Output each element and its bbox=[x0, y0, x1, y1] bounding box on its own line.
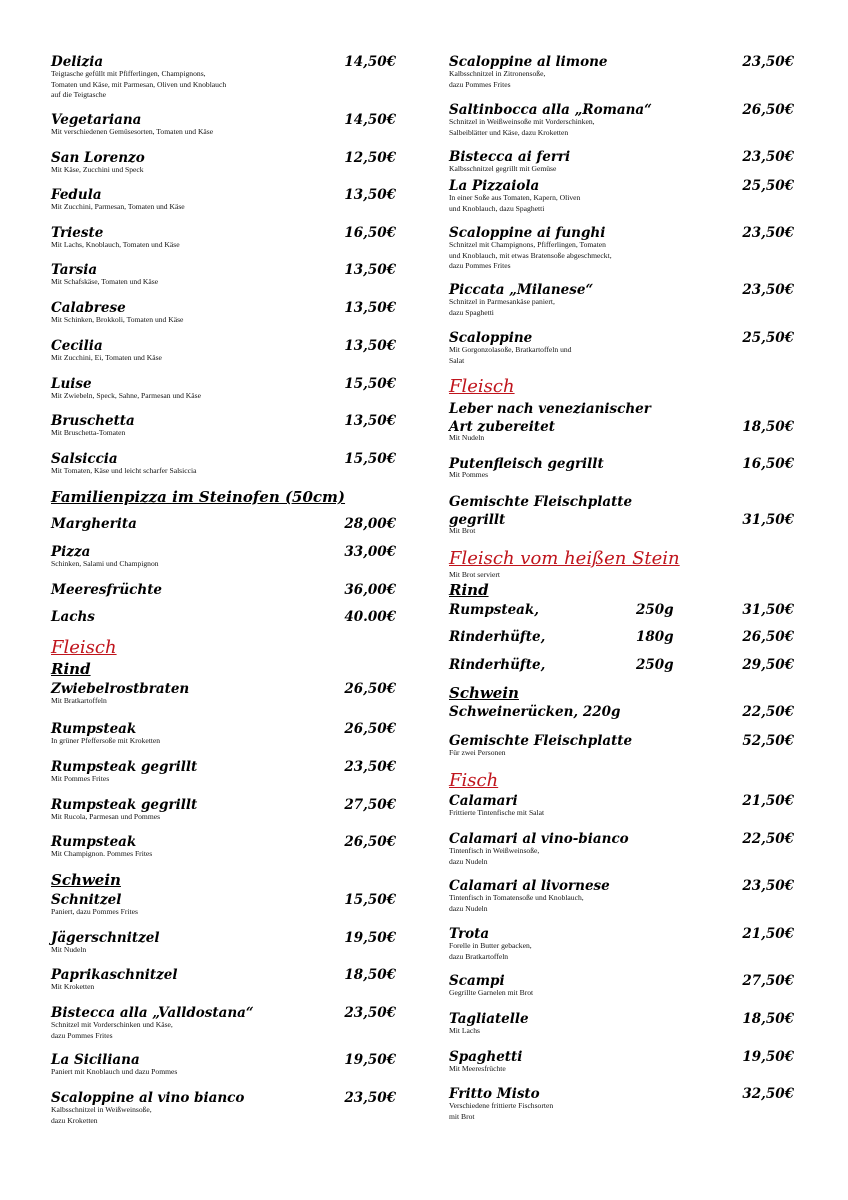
dish-price: 26,50€ bbox=[344, 834, 396, 850]
dish-price: 32,50€ bbox=[742, 1086, 794, 1102]
dish-name: Margherita bbox=[51, 516, 137, 532]
dish-name: Bistecca alla „Valldostana“ bbox=[51, 1005, 254, 1021]
dish-name: Gemischte Fleischplatte bbox=[449, 733, 633, 749]
dish-description: Tintenfisch in Weißweinsoße, bbox=[449, 846, 540, 855]
dish-price: 23,50€ bbox=[344, 1090, 396, 1106]
dish-price: 18,50€ bbox=[344, 967, 396, 983]
dish-name: Rumpsteak gegrillt bbox=[51, 797, 198, 813]
fisch-heading: Fisch bbox=[449, 770, 499, 791]
dish-description: mit Brot bbox=[449, 1111, 475, 1121]
dish-price: 13,50€ bbox=[344, 338, 396, 354]
dish-price: 18,50€ bbox=[742, 419, 794, 435]
dish-description: Schnitzel in Parmesankäse paniert, bbox=[449, 297, 555, 306]
dish-price: 52,50€ bbox=[742, 733, 794, 749]
dish-name: Calamari al vino-bianco bbox=[449, 831, 629, 847]
dish-price: 15,50€ bbox=[344, 451, 396, 467]
dish-name: Schweinerücken, 220g bbox=[449, 704, 621, 720]
dish-name: Gemischte Fleischplatte bbox=[449, 494, 633, 510]
dish-description: Teigtasche gefüllt mit Pfifferlingen, Champignons, bbox=[51, 69, 206, 78]
dish-description: Paniert mit Knoblauch und dazu Pommes bbox=[51, 1067, 178, 1076]
dish-name: Rumpsteak bbox=[51, 834, 137, 850]
dish-price: 23,50€ bbox=[742, 282, 794, 298]
dish-name: Calamari al livornese bbox=[449, 878, 610, 894]
dish-price: 15,50€ bbox=[344, 892, 396, 908]
dish-description: Mit Käse, Zucchini und Speck bbox=[51, 165, 144, 174]
dish-weight: 250g bbox=[636, 602, 674, 618]
dish-name: Luise bbox=[51, 376, 92, 392]
dish-price: 25,50€ bbox=[742, 330, 794, 346]
rind-heading-right: Rind bbox=[449, 581, 489, 599]
dish-name: Saltinbocca alla „Romana“ bbox=[449, 102, 652, 118]
dish-price: 12,50€ bbox=[344, 150, 396, 166]
dish-name: Paprikaschnitzel bbox=[51, 967, 178, 983]
dish-description: Mit Rucola, Parmesan und Pommes bbox=[51, 812, 161, 821]
dish-description: dazu Pommes Frites bbox=[449, 261, 511, 270]
dish-price: 26,50€ bbox=[742, 629, 794, 645]
dish-description: Mit Zucchini, Ei, Tomaten und Käse bbox=[51, 353, 162, 362]
dish-price: 16,50€ bbox=[344, 225, 396, 241]
dish-name: Spaghetti bbox=[449, 1049, 523, 1065]
dish-description: Mit Zucchini, Parmesan, Tomaten und Käse bbox=[51, 202, 185, 211]
dish-description: dazu Nudeln bbox=[449, 903, 488, 913]
dish-price: 13,50€ bbox=[344, 413, 396, 429]
dish-name: Scaloppine ai funghi bbox=[449, 225, 606, 241]
dish-price: 23,50€ bbox=[742, 149, 794, 165]
dish-price: 22,50€ bbox=[742, 831, 794, 847]
dish-description: dazu Kroketten bbox=[51, 1115, 98, 1125]
dish-description: Mit Tomaten, Käse und leicht scharfer Salsiccia bbox=[51, 466, 197, 475]
dish-description: dazu Pommes Frites bbox=[449, 79, 511, 89]
dish-name: Schnitzel bbox=[51, 892, 122, 908]
dish-name: Rumpsteak gegrillt bbox=[51, 759, 198, 775]
dish-price: 23,50€ bbox=[742, 54, 794, 70]
dish-price: 26,50€ bbox=[742, 102, 794, 118]
dish-description: dazu Bratkartoffeln bbox=[449, 951, 509, 961]
dish-name: gegrillt bbox=[449, 512, 506, 528]
dish-price: 27,50€ bbox=[344, 797, 396, 813]
dish-description: dazu Pommes Frites bbox=[51, 1030, 113, 1040]
dish-description: und Knoblauch, dazu Spaghetti bbox=[449, 203, 545, 213]
dish-name: Calamari bbox=[449, 793, 518, 809]
dish-name: Scaloppine al limone bbox=[449, 54, 608, 70]
dish-name: La Pizzaiola bbox=[449, 178, 540, 194]
dish-price: 31,50€ bbox=[742, 512, 794, 528]
dish-name: Bruschetta bbox=[51, 413, 135, 429]
dish-description: und Knoblauch, mit etwas Bratensoße abgeschmeckt, bbox=[449, 250, 612, 260]
dish-price: 15,50€ bbox=[344, 376, 396, 392]
dish-description: Tintenfisch in Tomatensoße und Knoblauch, bbox=[449, 893, 584, 902]
dish-price: 18,50€ bbox=[742, 1011, 794, 1027]
dish-description: Mit Zwiebeln, Speck, Sahne, Parmesan und Käse bbox=[51, 391, 201, 400]
dish-description: Für zwei Personen bbox=[449, 748, 506, 757]
dish-description: Mit Kroketten bbox=[51, 982, 95, 991]
dish-price: 13,50€ bbox=[344, 300, 396, 316]
dish-name: Piccata „Milanese“ bbox=[449, 282, 594, 298]
dish-weight: 180g bbox=[636, 629, 674, 645]
dish-description: Mit Schafskäse, Tomaten und Käse bbox=[51, 277, 159, 286]
dish-name: Rumpsteak bbox=[51, 721, 137, 737]
schwein-heading: Schwein bbox=[51, 871, 121, 889]
dish-price: 23,50€ bbox=[742, 225, 794, 241]
dish-description: Mit Lachs, Knoblauch, Tomaten und Käse bbox=[51, 240, 180, 249]
dish-price: 13,50€ bbox=[344, 187, 396, 203]
dish-description: dazu Spaghetti bbox=[449, 307, 494, 317]
dish-description: Mit Gorgonzolasoße, Bratkartoffeln und bbox=[449, 345, 572, 354]
dish-name: Jägerschnitzel bbox=[51, 930, 160, 946]
dish-price: 19,50€ bbox=[344, 930, 396, 946]
dish-description: Mit verschiedenen Gemüsesorten, Tomaten und Käse bbox=[51, 127, 214, 136]
dish-description: Mit Bratkartoffeln bbox=[51, 696, 107, 705]
dish-price: 21,50€ bbox=[742, 926, 794, 942]
dish-name: Meeresfrüchte bbox=[51, 582, 163, 598]
family-pizza-heading: Familienpizza im Steinofen (50cm) bbox=[51, 488, 346, 506]
dish-description: dazu Nudeln bbox=[449, 856, 488, 866]
dish-name: Art zubereitet bbox=[449, 419, 555, 435]
dish-price: 19,50€ bbox=[742, 1049, 794, 1065]
dish-price: 27,50€ bbox=[742, 973, 794, 989]
dish-name: Putenfleisch gegrillt bbox=[449, 456, 604, 472]
dish-price: 31,50€ bbox=[742, 602, 794, 618]
fleisch-heading: Fleisch bbox=[51, 637, 117, 658]
dish-name: Vegetariana bbox=[51, 112, 142, 128]
dish-name: Salsiccia bbox=[51, 451, 118, 467]
dish-description: Gegrillte Garnelen mit Brot bbox=[449, 988, 534, 997]
dish-name: Tarsia bbox=[51, 262, 98, 278]
dish-price: 33,00€ bbox=[344, 544, 396, 560]
dish-description: In grüner Pfeffersoße mit Kroketten bbox=[51, 736, 161, 745]
dish-name: La Siciliana bbox=[51, 1052, 140, 1068]
dish-description: Mit Pommes Frites bbox=[51, 774, 110, 783]
dish-price: 14,50€ bbox=[344, 112, 396, 128]
dish-price: 23,50€ bbox=[344, 1005, 396, 1021]
dish-price: 25,50€ bbox=[742, 178, 794, 194]
dish-description: Salat bbox=[449, 355, 465, 365]
stein-subtitle: Mit Brot serviert bbox=[449, 570, 501, 579]
dish-price: 23,50€ bbox=[742, 878, 794, 894]
dish-name: Rinderhüfte, bbox=[449, 629, 546, 645]
dish-price: 23,50€ bbox=[344, 759, 396, 775]
dish-description: Kalbsschnitzel in Weißweinsoße, bbox=[51, 1105, 152, 1114]
dish-price: 13,50€ bbox=[344, 262, 396, 278]
dish-name: Zwiebelrostbraten bbox=[51, 681, 190, 697]
dish-price: 26,50€ bbox=[344, 681, 396, 697]
dish-price: 36,00€ bbox=[344, 582, 396, 598]
dish-name: Pizza bbox=[51, 544, 91, 560]
dish-description: Schinken, Salami und Champignon bbox=[51, 559, 159, 568]
dish-description: Mit Brot bbox=[449, 526, 476, 535]
dish-price: 26,50€ bbox=[344, 721, 396, 737]
dish-name: Scampi bbox=[449, 973, 505, 989]
dish-name: Tagliatelle bbox=[449, 1011, 529, 1027]
dish-name: Trota bbox=[449, 926, 490, 942]
dish-description: Schnitzel mit Champignons, Pfifferlingen, Tomaten bbox=[449, 240, 606, 249]
dish-price: 28,00€ bbox=[344, 516, 396, 532]
dish-description: In einer Soße aus Tomaten, Kapern, Oliven bbox=[449, 193, 581, 202]
dish-description: Mit Pommes bbox=[449, 470, 489, 479]
dish-description: Kalbsschnitzel gegrillt mit Gemüse bbox=[449, 164, 557, 173]
dish-description: Mit Schinken, Brokkoli, Tomaten und Käse bbox=[51, 315, 184, 324]
dish-description: Mit Champignon. Pommes Frites bbox=[51, 849, 153, 858]
dish-description: Mit Bruschetta-Tomaten bbox=[51, 428, 126, 437]
stein-heading: Fleisch vom heißen Stein bbox=[449, 548, 680, 569]
dish-description: Mit Lachs bbox=[449, 1026, 481, 1035]
fleisch-heading-right: Fleisch bbox=[449, 376, 515, 397]
dish-name: Lachs bbox=[51, 609, 95, 625]
dish-description: Schnitzel in Weißweinsoße mit Vorderschinken, bbox=[449, 117, 595, 126]
dish-description: Salbeiblätter und Käse, dazu Kroketten bbox=[449, 127, 569, 137]
dish-description: Kalbsschnitzel in Zitronensoße, bbox=[449, 69, 546, 78]
dish-name: Bistecca ai ferri bbox=[449, 149, 571, 165]
dish-name: Rumpsteak, bbox=[449, 602, 539, 618]
dish-name: Cecilia bbox=[51, 338, 103, 354]
dish-description: Paniert, dazu Pommes Frites bbox=[51, 907, 138, 916]
dish-price: 19,50€ bbox=[344, 1052, 396, 1068]
dish-description: Schnitzel mit Vorderschinken und Käse, bbox=[51, 1020, 173, 1029]
dish-price: 21,50€ bbox=[742, 793, 794, 809]
dish-name: Calabrese bbox=[51, 300, 126, 316]
dish-description: Frittierte Tintenfische mit Salat bbox=[449, 808, 545, 817]
dish-name: Fritto Misto bbox=[449, 1086, 540, 1102]
dish-description: Forelle in Butter gebacken, bbox=[449, 941, 532, 950]
dish-description: Mit Nudeln bbox=[51, 945, 87, 954]
dish-name: Scaloppine al vino bianco bbox=[51, 1090, 245, 1106]
dish-name: Scaloppine bbox=[449, 330, 533, 346]
dish-description: Mit Meeresfrüchte bbox=[449, 1064, 506, 1073]
dish-description: Tomaten und Käse, mit Parmesan, Oliven und Knoblauch bbox=[51, 79, 227, 89]
dish-name: Leber nach venezianischer bbox=[449, 401, 651, 417]
dish-description: auf die Teigtasche bbox=[51, 90, 106, 99]
dish-name: Delizia bbox=[51, 54, 104, 70]
dish-weight: 250g bbox=[636, 657, 674, 673]
dish-name: Fedula bbox=[51, 187, 102, 203]
dish-name: San Lorenzo bbox=[51, 150, 145, 166]
dish-price: 16,50€ bbox=[742, 456, 794, 472]
schwein-heading-right: Schwein bbox=[449, 684, 519, 702]
dish-price: 29,50€ bbox=[742, 657, 794, 673]
dish-name: Rinderhüfte, bbox=[449, 657, 546, 673]
dish-price: 22,50€ bbox=[742, 704, 794, 720]
dish-price: 14,50€ bbox=[344, 54, 396, 70]
dish-description: Mit Nudeln bbox=[449, 433, 485, 442]
dish-price: 40.00€ bbox=[344, 609, 396, 625]
rind-heading: Rind bbox=[51, 660, 91, 678]
dish-description: Verschiedene frittierte Fischsorten bbox=[449, 1101, 554, 1110]
dish-name: Trieste bbox=[51, 225, 104, 241]
